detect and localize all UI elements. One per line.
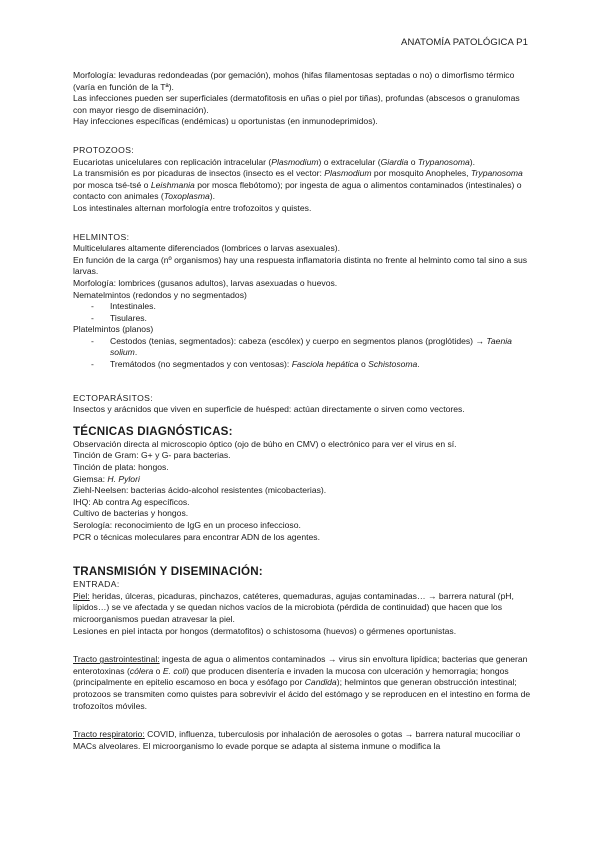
helmintos-line-4: Nematelmintos (redondos y no segmentados): [73, 289, 247, 300]
helmintos-line-1: Multicelulares altamente diferenciados (lombrices o larvas asexuales).: [73, 243, 341, 254]
list-item-cestodos: - Cestodos (tenias, segmentados): cabeza (escólex) y cuerpo en segmentos planos (proglótides) → Taenia solium.: [73, 336, 531, 359]
resp-label: Tracto respiratorio:: [73, 729, 145, 740]
protozoos-line-3: Los intestinales alternan morfología entre trofozoitos y quistes.: [73, 202, 312, 213]
tecnicas-line-6: IHQ: Ab contra Ag específicos.: [73, 496, 190, 507]
piel-line-2: Lesiones en piel intacta por hongos (dermatofitos) o schistosoma (huevos) o gérmenes oportunistas.: [73, 625, 457, 636]
tecnicas-line-9: PCR o técnicas moleculares para encontrar ADN de los agentes.: [73, 531, 320, 542]
platelmintos-list: [73, 336, 531, 371]
resp-paragraph: Tracto respiratorio: COVID, influenza, tuberculosis por inhalación de aerosoles o gotas → barrera natural mucociliar o MACs alveolares. El microorganismo lo evade porque se adapta al sistema inmune o modifica la: [73, 729, 521, 751]
tecnicas-line-7: Cultivo de bacterias y hongos.: [73, 508, 189, 519]
helmintos-label: HELMINTOS:: [73, 231, 130, 242]
protozoos-label: PROTOZOOS:: [73, 144, 135, 155]
list-item: - Intestinales.: [73, 301, 531, 313]
helmintos-line-2: En función de la carga (nº organismos) hay una respuesta inflamatoria distinta no frente al helminto como tal sino a sus larvas.: [73, 254, 528, 277]
tecnicas-heading: TÉCNICAS DIAGNÓSTICAS:: [73, 424, 233, 438]
tecnicas-line-1: Observación directa al microscopio óptico (ojo de búho en CMV) o electrónico para ver el virus en sí.: [73, 438, 457, 449]
protozoos-line-2: La transmisión es por picaduras de insectos (insecto es el vector: Plasmodium por mosquito Anopheles, Trypanosoma por mosca tsé-tsé o Leishmania por mosca flebótomo); por ingesta de agua o alimentos contaminados (intestinales) o contacto con animales (Toxoplasma).: [73, 168, 523, 202]
ectoparasitos-line-1: Insectos y arácnidos que viven en superficie de huésped: actúan directamente o sirven como vectores.: [73, 404, 465, 415]
hongos-especificas: Hay infecciones específicas (endémicas) u oportunistas (en inmunodeprimidos).: [73, 116, 378, 127]
gi-label: Tracto gastrointestinal:: [73, 654, 160, 665]
nematelmintos-list: [73, 301, 531, 324]
document-body: [73, 70, 531, 752]
helmintos-line-3: Morfología: lombrices (gusanos adultos), larvas asexuadas o huevos.: [73, 277, 338, 288]
page-header: ANATOMÍA PATOLÓGICA P1: [401, 37, 528, 48]
list-item: - Tisulares.: [73, 313, 531, 325]
hongos-morfologia: Morfología: levaduras redondeadas (por gemación), mohos (hifas filamentosas septadas o no) o dimorfismo térmico (varía en función de la Tª).: [73, 70, 515, 92]
tecnicas-line-4: Giemsa: H. Pylori: [73, 473, 140, 484]
entrada-label: ENTRADA:: [73, 579, 120, 590]
list-item-trematodos: - Tremátodos (no segmentados y con ventosas): Fasciola hepática o Schistosoma.: [73, 359, 531, 371]
gi-paragraph: Tracto gastrointestinal: ingesta de agua o alimentos contaminados → virus sin envoltura lipídica; bacterias que generan enterotoxinas (cólera o E. coli) que producen disentería e invaden la mucosa con ulceración y hemorragia; hongos (principalmente en epitelio escamoso en boca y esófago por Candida); helmintos que generan obstrucción intestinal; protozoos se transmiten como quistes para sobrevivir el ácido del estómago y se reproducen en el intestino en forma de trofozoítos móviles.: [73, 654, 531, 711]
tecnicas-line-2: Tinción de Gram: G+ y G- para bacterias.: [73, 450, 231, 461]
piel-label: Piel:: [73, 590, 90, 601]
tecnicas-line-5: Ziehl-Neelsen: bacterias ácido-alcohol resistentes (micobacterias).: [73, 485, 327, 496]
piel-paragraph: Piel: heridas, úlceras, picaduras, pinchazos, catéteres, quemaduras, agujas contaminadas… → barrera natural (pH, lípidos…) se ve afectada y se quedan nichos vacíos de la microbiota (pérdida de continuidad) que hacen que los microorganismos puedan atravesar la piel.: [73, 590, 514, 624]
hongos-infecciones: Las infecciones pueden ser superficiales (dermatofitosis en uñas o piel por tiñas), profundas (abscesos o granulomas con mayor riesgo de diseminación).: [73, 93, 520, 115]
helmintos-line-5: Platelmintos (planos): [73, 324, 154, 335]
tecnicas-line-8: Serología: reconocimiento de IgG en un proceso infeccioso.: [73, 520, 301, 530]
tecnicas-line-3: Tinción de plata: hongos.: [73, 462, 169, 473]
transmision-heading: TRANSMISIÓN Y DISEMINACIÓN:: [73, 565, 263, 579]
protozoos-line-1: Eucariotas unicelulares con replicación intracelular (Plasmodium) o extracelular (Giardia o Trypanosoma).: [73, 156, 476, 167]
ectoparasitos-label: ECTOPARÁSITOS:: [73, 392, 154, 403]
